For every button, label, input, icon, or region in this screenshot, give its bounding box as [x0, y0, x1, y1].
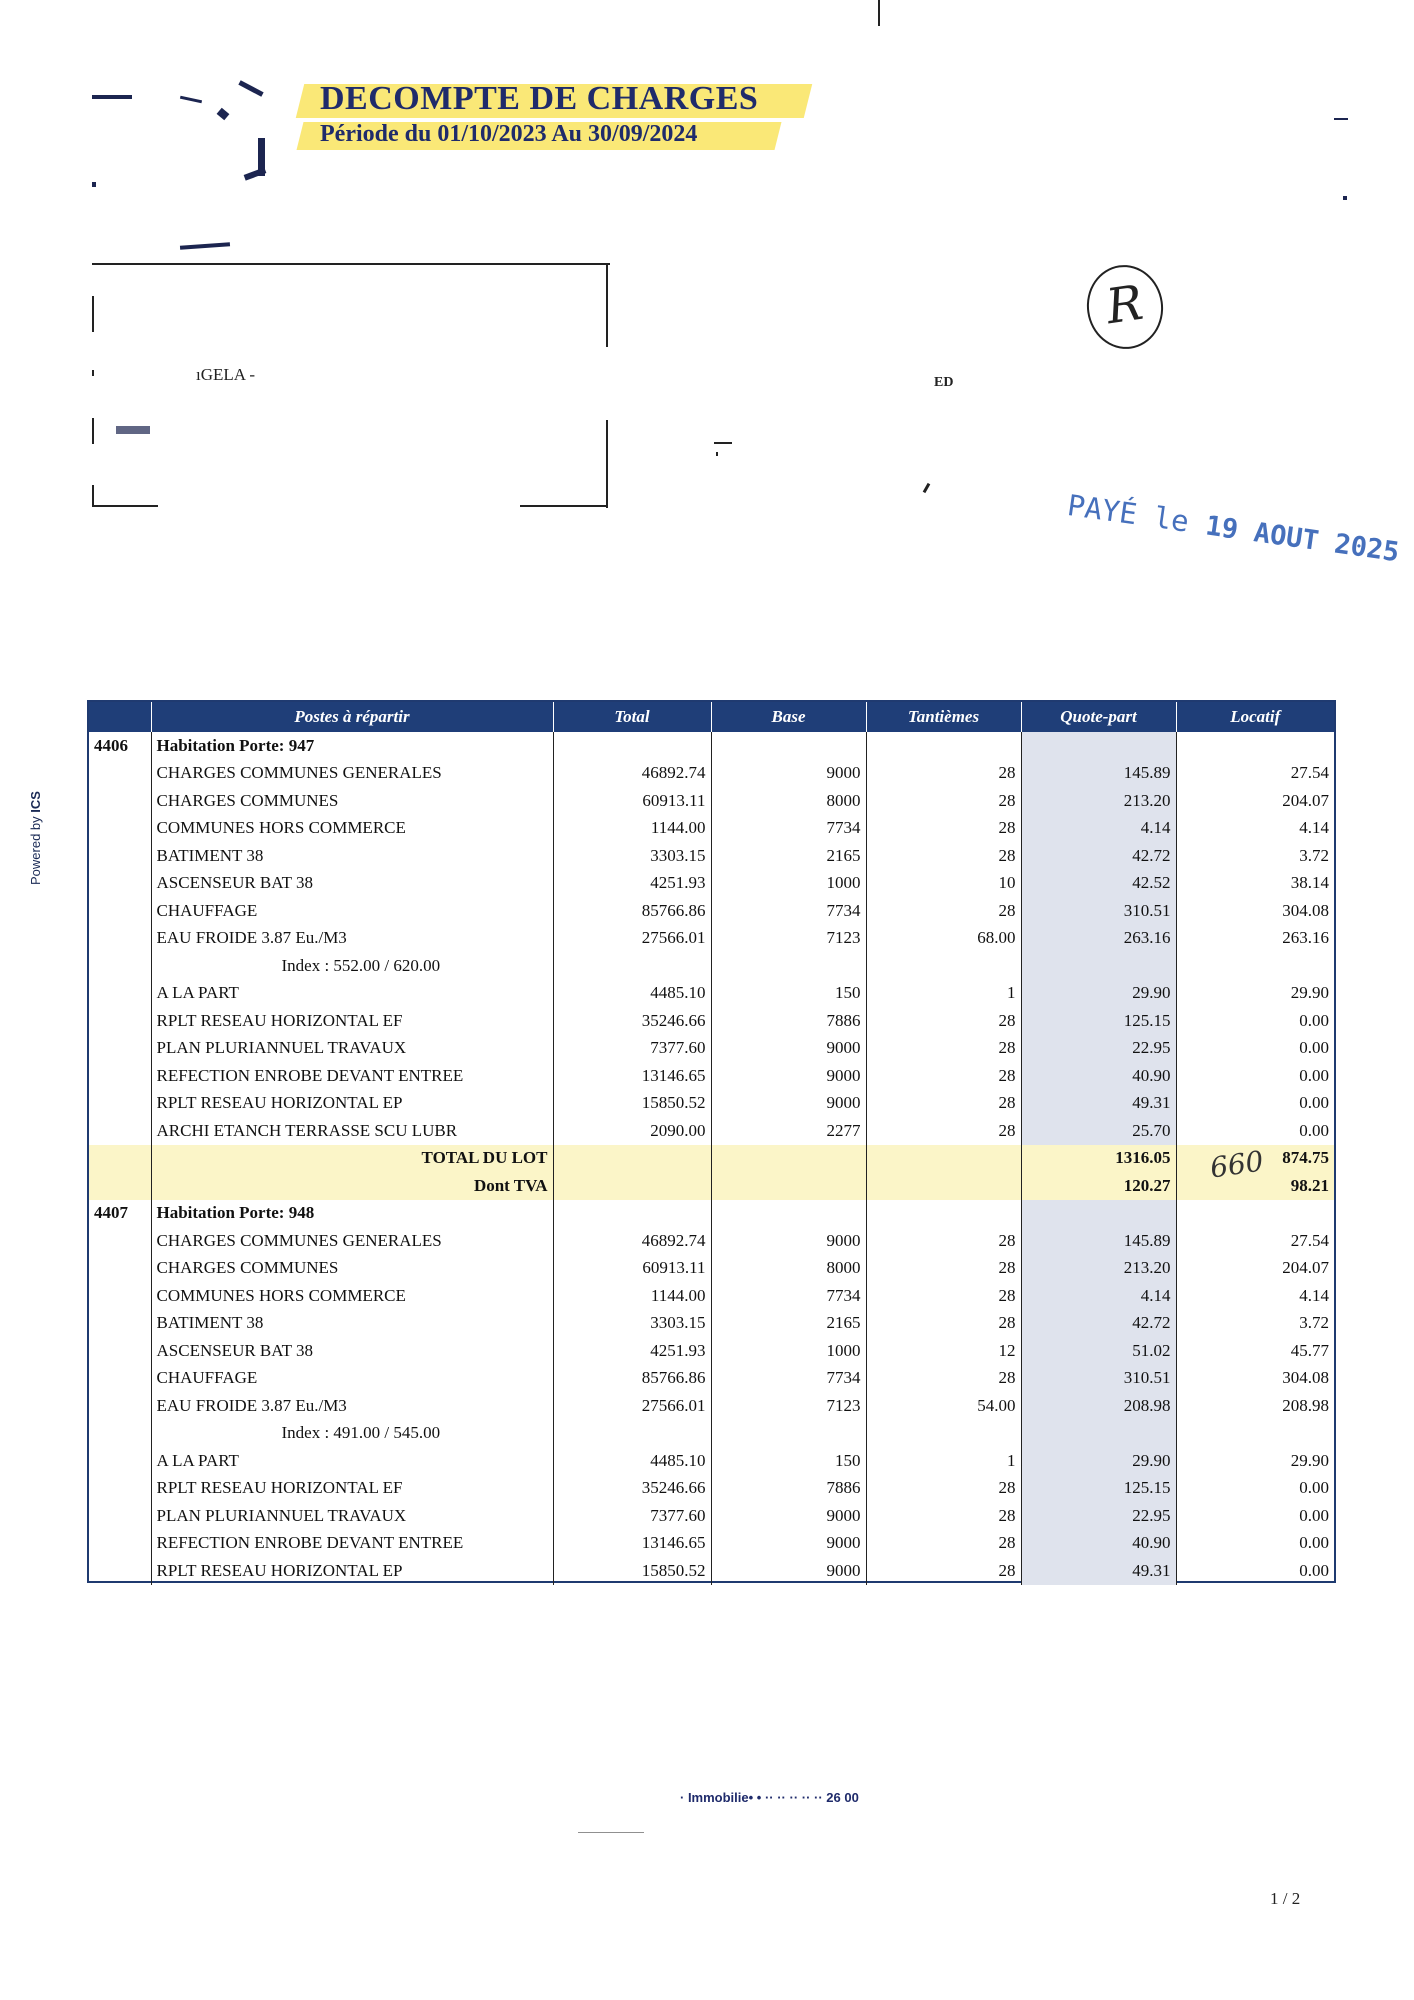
tantiemes-cell: 28 — [866, 1227, 1021, 1255]
tantiemes-cell: 12 — [866, 1337, 1021, 1365]
empty-cell — [89, 842, 151, 870]
document-title: DECOMPTE DE CHARGES — [320, 80, 759, 117]
base-cell: 7734 — [711, 815, 866, 843]
quote-part-cell: 29.90 — [1021, 1447, 1176, 1475]
base-cell: 7886 — [711, 1007, 866, 1035]
base-cell: 2165 — [711, 842, 866, 870]
empty-cell — [89, 1255, 151, 1283]
habitation-label: Habitation Porte: 948 — [151, 1200, 553, 1228]
locatif-cell: 45.77 — [1176, 1337, 1334, 1365]
logo-fragment — [180, 96, 202, 104]
quote-part-cell: 263.16 — [1021, 925, 1176, 953]
tantiemes-cell: 28 — [866, 1282, 1021, 1310]
base-cell: 7734 — [711, 1365, 866, 1393]
table-row — [89, 1337, 1334, 1365]
locatif-cell: 3.72 — [1176, 842, 1334, 870]
total-cell: 15850.52 — [553, 1557, 711, 1585]
total-cell: 60913.11 — [553, 787, 711, 815]
post-cell: REFECTION ENROBE DEVANT ENTREE — [151, 1530, 553, 1558]
tantiemes-cell: 28 — [866, 1035, 1021, 1063]
empty-cell — [553, 1172, 711, 1200]
table-row — [89, 1227, 1334, 1255]
base-cell: 1000 — [711, 870, 866, 898]
locatif-cell: 0.00 — [1176, 1007, 1334, 1035]
base-cell: 8000 — [711, 787, 866, 815]
base-cell: 7734 — [711, 897, 866, 925]
tantiemes-cell: 28 — [866, 1530, 1021, 1558]
index-row — [89, 1420, 1334, 1448]
locatif-cell: 304.08 — [1176, 897, 1334, 925]
table-row — [89, 760, 1334, 788]
address-frame-left — [92, 296, 94, 332]
locatif-cell: 27.54 — [1176, 760, 1334, 788]
table-row — [89, 1117, 1334, 1145]
lot-number: 4406 — [94, 735, 128, 755]
locatif-cell: 0.00 — [1176, 1475, 1334, 1503]
column-header-quote-part: Quote-part — [1021, 702, 1176, 732]
index-row — [89, 952, 1334, 980]
post-cell: CHARGES COMMUNES — [151, 1255, 553, 1283]
tantiemes-cell: 28 — [866, 1475, 1021, 1503]
total-cell: 60913.11 — [553, 1255, 711, 1283]
column-header-base: Base — [711, 702, 866, 732]
quote-part-cell: 213.20 — [1021, 1255, 1176, 1283]
logo-fragment — [92, 182, 96, 187]
locatif-cell: 0.00 — [1176, 1530, 1334, 1558]
tantiemes-cell: 28 — [866, 787, 1021, 815]
empty-cell — [711, 952, 866, 980]
tantiemes-cell: 28 — [866, 760, 1021, 788]
empty-cell — [89, 897, 151, 925]
post-cell: PLAN PLURIANNUEL TRAVAUX — [151, 1502, 553, 1530]
total-label: Dont TVA — [151, 1172, 553, 1200]
total-cell: 4251.93 — [553, 1337, 711, 1365]
scan-dot — [1343, 196, 1347, 200]
empty-cell — [89, 1007, 151, 1035]
quote-part-cell: 49.31 — [1021, 1090, 1176, 1118]
empty-cell — [553, 1200, 711, 1228]
table-row — [89, 1062, 1334, 1090]
lot-header-row — [89, 1200, 1334, 1228]
total-cell: 3303.15 — [553, 1310, 711, 1338]
address-frame-right — [606, 420, 608, 508]
empty-cell — [553, 952, 711, 980]
empty-cell — [89, 1062, 151, 1090]
empty-cell — [89, 1227, 151, 1255]
table-row — [89, 1282, 1334, 1310]
table-row — [89, 1557, 1334, 1585]
quote-part-cell: 1316.05 — [1021, 1145, 1176, 1173]
empty-cell — [89, 1145, 151, 1173]
tantiemes-cell: 28 — [866, 842, 1021, 870]
empty-cell — [711, 1200, 866, 1228]
locatif-cell: 204.07 — [1176, 1255, 1334, 1283]
locatif-cell: 27.54 — [1176, 1227, 1334, 1255]
table-header-row — [89, 702, 1334, 732]
empty-cell — [89, 925, 151, 953]
base-cell: 9000 — [711, 760, 866, 788]
tantiemes-cell: 28 — [866, 1365, 1021, 1393]
quote-part-cell: 125.15 — [1021, 1007, 1176, 1035]
empty-cell — [866, 1145, 1021, 1173]
locatif-cell: 29.90 — [1176, 980, 1334, 1008]
locatif-cell: 0.00 — [1176, 1035, 1334, 1063]
quote-part-cell: 22.95 — [1021, 1035, 1176, 1063]
lot-total-row — [89, 1172, 1334, 1200]
locatif-cell: 263.16 — [1176, 925, 1334, 953]
empty-cell — [866, 732, 1021, 760]
empty-cell — [89, 815, 151, 843]
tantiemes-cell: 28 — [866, 1310, 1021, 1338]
logo-fragment — [217, 108, 230, 121]
locatif-cell: 874.75 — [1176, 1145, 1334, 1173]
total-cell: 4251.93 — [553, 870, 711, 898]
table-row — [89, 870, 1334, 898]
empty-cell — [711, 1420, 866, 1448]
post-cell: REFECTION ENROBE DEVANT ENTREE — [151, 1062, 553, 1090]
total-cell: 1144.00 — [553, 815, 711, 843]
empty-cell — [1021, 1420, 1176, 1448]
tantiemes-cell: 28 — [866, 1062, 1021, 1090]
locatif-cell: 0.00 — [1176, 1502, 1334, 1530]
table-body — [89, 732, 1334, 1585]
address-frame-left — [92, 370, 94, 376]
address-frame-left — [92, 418, 94, 444]
total-cell: 13146.65 — [553, 1530, 711, 1558]
table-row — [89, 1392, 1334, 1420]
empty-cell — [1176, 1200, 1334, 1228]
total-cell: 7377.60 — [553, 1502, 711, 1530]
empty-cell — [89, 1447, 151, 1475]
address-fragment — [116, 426, 150, 434]
empty-cell — [89, 1530, 151, 1558]
quote-part-cell: 4.14 — [1021, 815, 1176, 843]
empty-cell — [89, 787, 151, 815]
empty-cell — [711, 1172, 866, 1200]
footer-divider — [578, 1832, 644, 1833]
empty-cell — [89, 760, 151, 788]
post-cell: RPLT RESEAU HORIZONTAL EF — [151, 1007, 553, 1035]
post-cell: RPLT RESEAU HORIZONTAL EP — [151, 1090, 553, 1118]
base-cell: 2165 — [711, 1310, 866, 1338]
address-fragment-er: ED — [934, 375, 954, 390]
quote-part-cell: 29.90 — [1021, 980, 1176, 1008]
tantiemes-cell: 28 — [866, 1117, 1021, 1145]
empty-cell — [89, 1310, 151, 1338]
empty-cell — [866, 1200, 1021, 1228]
base-cell: 150 — [711, 1447, 866, 1475]
scan-line — [878, 0, 880, 26]
locatif-cell: 304.08 — [1176, 1365, 1334, 1393]
logo-fragment — [92, 95, 132, 99]
base-cell: 1000 — [711, 1337, 866, 1365]
locatif-cell: 4.14 — [1176, 815, 1334, 843]
tantiemes-cell: 10 — [866, 870, 1021, 898]
table-row — [89, 1310, 1334, 1338]
address-name-fragment: ıGELA - — [196, 365, 256, 384]
logo-fragment — [180, 242, 230, 249]
quote-part-cell: 40.90 — [1021, 1062, 1176, 1090]
base-cell: 2277 — [711, 1117, 866, 1145]
base-cell: 9000 — [711, 1090, 866, 1118]
table-row — [89, 1090, 1334, 1118]
tantiemes-cell: 28 — [866, 1255, 1021, 1283]
quote-part-cell: 4.14 — [1021, 1282, 1176, 1310]
quote-part-cell: 49.31 — [1021, 1557, 1176, 1585]
empty-cell — [89, 1172, 151, 1200]
tantiemes-cell: 28 — [866, 897, 1021, 925]
tantiemes-cell: 28 — [866, 1502, 1021, 1530]
total-cell: 46892.74 — [553, 1227, 711, 1255]
empty-cell — [866, 1420, 1021, 1448]
footer-fragment: · Immobilie• • ·· ·· ·· ·· ·· 26 00 — [680, 1790, 859, 1805]
circled-mark — [1082, 260, 1169, 354]
empty-cell — [89, 1475, 151, 1503]
total-cell: 7377.60 — [553, 1035, 711, 1063]
base-cell: 9000 — [711, 1062, 866, 1090]
column-header-postes: Postes à répartir — [151, 702, 553, 732]
post-cell: EAU FROIDE 3.87 Eu./M3 — [151, 1392, 553, 1420]
paid-stamp-date: 19 AOUT 2025 — [1203, 510, 1402, 569]
quote-part-cell: 310.51 — [1021, 897, 1176, 925]
post-cell: COMMUNES HORS COMMERCE — [151, 815, 553, 843]
tantiemes-cell: 68.00 — [866, 925, 1021, 953]
post-cell: CHARGES COMMUNES GENERALES — [151, 760, 553, 788]
total-label: TOTAL DU LOT — [151, 1145, 553, 1173]
tantiemes-cell: 1 — [866, 980, 1021, 1008]
table-row — [89, 1502, 1334, 1530]
empty-cell — [89, 1420, 151, 1448]
total-cell: 35246.66 — [553, 1475, 711, 1503]
empty-cell — [866, 1172, 1021, 1200]
base-cell: 9000 — [711, 1502, 866, 1530]
lot-number: 4407 — [94, 1203, 128, 1223]
empty-cell — [89, 1365, 151, 1393]
scan-dot — [716, 452, 718, 456]
table-row — [89, 787, 1334, 815]
total-cell: 27566.01 — [553, 925, 711, 953]
locatif-cell: 4.14 — [1176, 1282, 1334, 1310]
circled-mark-letter: R — [1102, 274, 1147, 336]
quote-part-cell: 213.20 — [1021, 787, 1176, 815]
empty-cell — [89, 1557, 151, 1585]
empty-cell — [1176, 1420, 1334, 1448]
base-cell: 8000 — [711, 1255, 866, 1283]
locatif-cell: 204.07 — [1176, 787, 1334, 815]
logo-fragment — [238, 80, 263, 97]
post-cell: PLAN PLURIANNUEL TRAVAUX — [151, 1035, 553, 1063]
table-row — [89, 1365, 1334, 1393]
base-cell: 7123 — [711, 925, 866, 953]
base-cell: 9000 — [711, 1530, 866, 1558]
scan-dot — [714, 442, 732, 444]
empty-cell — [866, 952, 1021, 980]
quote-part-cell: 42.52 — [1021, 870, 1176, 898]
table-row — [89, 1530, 1334, 1558]
empty-cell — [553, 732, 711, 760]
table-row — [89, 842, 1334, 870]
scan-dot — [923, 483, 931, 493]
total-cell: 46892.74 — [553, 760, 711, 788]
empty-cell — [89, 952, 151, 980]
locatif-cell: 0.00 — [1176, 1090, 1334, 1118]
total-cell: 1144.00 — [553, 1282, 711, 1310]
table-row — [89, 1447, 1334, 1475]
empty-cell — [711, 1145, 866, 1173]
empty-cell — [1176, 732, 1334, 760]
post-cell: RPLT RESEAU HORIZONTAL EP — [151, 1557, 553, 1585]
scan-dot — [1334, 118, 1348, 120]
total-cell: 2090.00 — [553, 1117, 711, 1145]
post-cell: CHARGES COMMUNES GENERALES — [151, 1227, 553, 1255]
empty-cell — [89, 1035, 151, 1063]
column-header-lot — [89, 702, 151, 732]
empty-cell — [89, 1392, 151, 1420]
address-frame-bottom — [520, 505, 608, 507]
quote-part-cell: 42.72 — [1021, 842, 1176, 870]
empty-cell — [89, 1502, 151, 1530]
locatif-cell: 0.00 — [1176, 1117, 1334, 1145]
tantiemes-cell: 28 — [866, 1557, 1021, 1585]
powered-by-prefix: Powered by — [28, 816, 43, 885]
locatif-cell: 208.98 — [1176, 1392, 1334, 1420]
index-label: Index : 491.00 / 545.00 — [151, 1420, 553, 1448]
table-row — [89, 897, 1334, 925]
powered-by-brand: ICS — [28, 791, 43, 813]
total-cell: 15850.52 — [553, 1090, 711, 1118]
empty-cell — [1021, 952, 1176, 980]
tantiemes-cell: 28 — [866, 815, 1021, 843]
address-frame-right — [606, 263, 608, 347]
tantiemes-cell: 28 — [866, 1007, 1021, 1035]
empty-cell — [711, 732, 866, 760]
logo-fragment — [244, 167, 267, 180]
empty-cell — [1176, 952, 1334, 980]
quote-part-cell: 145.89 — [1021, 1227, 1176, 1255]
total-cell: 4485.10 — [553, 980, 711, 1008]
post-cell: BATIMENT 38 — [151, 842, 553, 870]
empty-cell — [1021, 1200, 1176, 1228]
address-frame-bottom — [92, 505, 158, 507]
quote-part-cell: 22.95 — [1021, 1502, 1176, 1530]
locatif-cell: 3.72 — [1176, 1310, 1334, 1338]
tantiemes-cell: 28 — [866, 1090, 1021, 1118]
empty-cell — [89, 1117, 151, 1145]
base-cell: 7734 — [711, 1282, 866, 1310]
total-cell: 27566.01 — [553, 1392, 711, 1420]
locatif-cell: 0.00 — [1176, 1557, 1334, 1585]
quote-part-cell: 42.72 — [1021, 1310, 1176, 1338]
total-cell: 3303.15 — [553, 842, 711, 870]
quote-part-cell: 125.15 — [1021, 1475, 1176, 1503]
locatif-cell: 98.21 — [1176, 1172, 1334, 1200]
column-header-total: Total — [553, 702, 711, 732]
charges-table — [89, 702, 1334, 1585]
table-row — [89, 980, 1334, 1008]
base-cell: 150 — [711, 980, 866, 1008]
address-frame-top — [92, 263, 610, 265]
post-cell: CHAUFFAGE — [151, 897, 553, 925]
table-row — [89, 1035, 1334, 1063]
tantiemes-cell: 54.00 — [866, 1392, 1021, 1420]
habitation-label: Habitation Porte: 947 — [151, 732, 553, 760]
handwritten-note: 660 — [1207, 1144, 1266, 1185]
table-row — [89, 1255, 1334, 1283]
lot-total-row — [89, 1145, 1334, 1173]
total-cell: 35246.66 — [553, 1007, 711, 1035]
post-cell: ARCHI ETANCH TERRASSE SCU LUBR — [151, 1117, 553, 1145]
table-row — [89, 815, 1334, 843]
address-frame-left — [92, 485, 94, 507]
empty-cell — [89, 1090, 151, 1118]
quote-part-cell: 208.98 — [1021, 1392, 1176, 1420]
page-number: 1 / 2 — [1270, 1889, 1301, 1908]
table-row — [89, 1475, 1334, 1503]
lot-header-row — [89, 732, 1334, 760]
empty-cell — [89, 1282, 151, 1310]
base-cell: 9000 — [711, 1557, 866, 1585]
total-cell: 13146.65 — [553, 1062, 711, 1090]
table-row — [89, 1007, 1334, 1035]
locatif-cell: 0.00 — [1176, 1062, 1334, 1090]
empty-cell — [89, 980, 151, 1008]
base-cell: 7123 — [711, 1392, 866, 1420]
quote-part-cell: 120.27 — [1021, 1172, 1176, 1200]
column-header-tantiemes: Tantièmes — [866, 702, 1021, 732]
post-cell: RPLT RESEAU HORIZONTAL EF — [151, 1475, 553, 1503]
document-period: Période du 01/10/2023 Au 30/09/2024 — [320, 121, 698, 147]
quote-part-cell: 310.51 — [1021, 1365, 1176, 1393]
table-row — [89, 925, 1334, 953]
locatif-cell: 29.90 — [1176, 1447, 1334, 1475]
total-cell: 4485.10 — [553, 1447, 711, 1475]
empty-cell — [553, 1420, 711, 1448]
post-cell: ASCENSEUR BAT 38 — [151, 870, 553, 898]
empty-cell — [89, 1337, 151, 1365]
charges-table-frame — [87, 700, 1336, 1583]
column-header-locatif: Locatif — [1176, 702, 1334, 732]
post-cell: ASCENSEUR BAT 38 — [151, 1337, 553, 1365]
quote-part-cell: 51.02 — [1021, 1337, 1176, 1365]
empty-cell — [553, 1145, 711, 1173]
tantiemes-cell: 1 — [866, 1447, 1021, 1475]
powered-by-label — [28, 791, 43, 885]
post-cell: A LA PART — [151, 980, 553, 1008]
paid-stamp — [1065, 488, 1401, 568]
total-cell: 85766.86 — [553, 897, 711, 925]
post-cell: BATIMENT 38 — [151, 1310, 553, 1338]
base-cell: 9000 — [711, 1035, 866, 1063]
post-cell: EAU FROIDE 3.87 Eu./M3 — [151, 925, 553, 953]
post-cell: CHAUFFAGE — [151, 1365, 553, 1393]
post-cell: A LA PART — [151, 1447, 553, 1475]
total-cell: 85766.86 — [553, 1365, 711, 1393]
post-cell: CHARGES COMMUNES — [151, 787, 553, 815]
paid-stamp-prefix: PAYÉ le — [1065, 488, 1192, 539]
locatif-cell: 38.14 — [1176, 870, 1334, 898]
quote-part-cell: 25.70 — [1021, 1117, 1176, 1145]
index-label: Index : 552.00 / 620.00 — [151, 952, 553, 980]
quote-part-cell: 145.89 — [1021, 760, 1176, 788]
base-cell: 7886 — [711, 1475, 866, 1503]
quote-part-cell: 40.90 — [1021, 1530, 1176, 1558]
post-cell: COMMUNES HORS COMMERCE — [151, 1282, 553, 1310]
empty-cell — [89, 870, 151, 898]
empty-cell — [1021, 732, 1176, 760]
base-cell: 9000 — [711, 1227, 866, 1255]
